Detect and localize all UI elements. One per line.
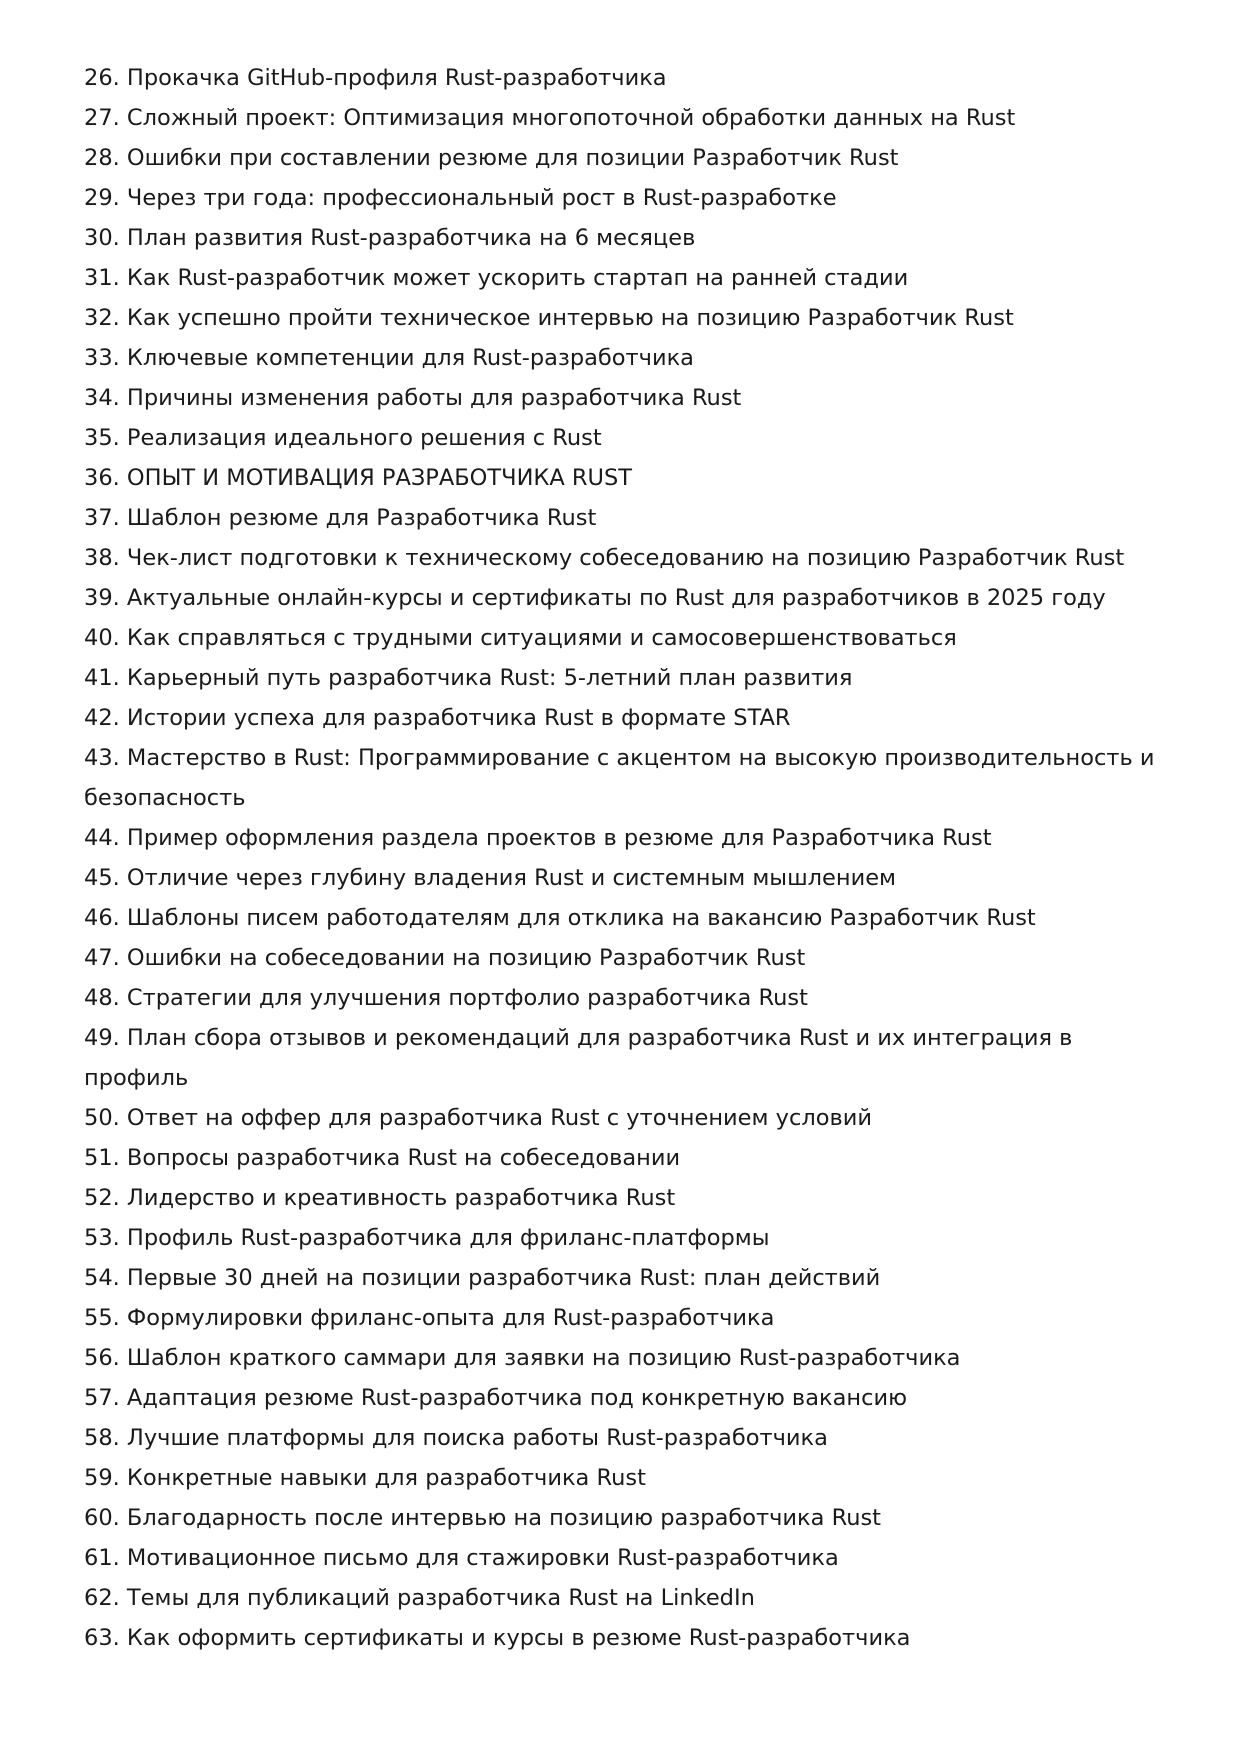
list-item: 59. Конкретные навыки для разработчика Rust <box>84 1465 646 1491</box>
list-item: 28. Ошибки при составлении резюме для позиции Разработчик Rust <box>84 145 899 171</box>
table-of-contents <box>84 58 1164 1658</box>
list-item: 29. Через три года: профессиональный рост в Rust-разработке <box>84 185 837 211</box>
list-item: 31. Как Rust-разработчик может ускорить стартап на ранней стадии <box>84 265 909 291</box>
list-item: 45. Отличие через глубину владения Rust и системным мышлением <box>84 865 897 891</box>
list-item: 34. Причины изменения работы для разработчика Rust <box>84 385 742 411</box>
list-item: 35. Реализация идеального решения с Rust <box>84 425 602 451</box>
list-item: 63. Как оформить сертификаты и курсы в резюме Rust-разработчика <box>84 1625 911 1651</box>
list-item: 56. Шаблон краткого саммари для заявки на позицию Rust-разработчика <box>84 1345 961 1371</box>
list-item: 51. Вопросы разработчика Rust на собеседовании <box>84 1145 681 1171</box>
list-item: 44. Пример оформления раздела проектов в резюме для Разработчика Rust <box>84 825 992 851</box>
list-item: 48. Стратегии для улучшения портфолио разработчика Rust <box>84 985 808 1011</box>
list-item: 54. Первые 30 дней на позиции разработчика Rust: план действий <box>84 1265 881 1291</box>
document-page <box>84 58 1164 1658</box>
list-item: 61. Мотивационное письмо для стажировки Rust-разработчика <box>84 1545 839 1571</box>
list-item: 39. Актуальные онлайн-курсы и сертификаты по Rust для разработчиков в 2025 году <box>84 585 1106 611</box>
list-item: 49. План сбора отзывов и рекомендаций для разработчика Rust и их интеграция в профиль <box>84 1025 1073 1091</box>
list-item: 30. План развития Rust-разработчика на 6 месяцев <box>84 225 696 251</box>
list-item: 43. Мастерство в Rust: Программирование с акцентом на высокую производительность и безопасность <box>84 745 1155 811</box>
list-item: 37. Шаблон резюме для Разработчика Rust <box>84 505 597 531</box>
list-item: 36. ОПЫТ И МОТИВАЦИЯ РАЗРАБОТЧИКА RUST <box>84 465 633 491</box>
list-item: 27. Сложный проект: Оптимизация многопоточной обработки данных на Rust <box>84 105 1016 131</box>
list-item: 52. Лидерство и креативность разработчика Rust <box>84 1185 676 1211</box>
list-item: 58. Лучшие платформы для поиска работы Rust-разработчика <box>84 1425 828 1451</box>
list-item: 38. Чек-лист подготовки к техническому собеседованию на позицию Разработчик Rust <box>84 545 1125 571</box>
list-item: 40. Как справляться с трудными ситуациями и самосовершенствоваться <box>84 625 957 651</box>
list-item: 47. Ошибки на собеседовании на позицию Разработчик Rust <box>84 945 806 971</box>
list-item: 50. Ответ на оффер для разработчика Rust с уточнением условий <box>84 1105 872 1131</box>
list-item: 46. Шаблоны писем работодателям для отклика на вакансию Разработчик Rust <box>84 905 1036 931</box>
list-item: 62. Темы для публикаций разработчика Rust на LinkedIn <box>84 1585 755 1611</box>
list-item: 53. Профиль Rust-разработчика для фриланс-платформы <box>84 1225 770 1251</box>
list-item: 60. Благодарность после интервью на позицию разработчика Rust <box>84 1505 881 1531</box>
list-item: 33. Ключевые компетенции для Rust-разработчика <box>84 345 694 371</box>
list-item: 42. Истории успеха для разработчика Rust в формате STAR <box>84 705 791 731</box>
list-item: 55. Формулировки фриланс-опыта для Rust-разработчика <box>84 1305 775 1331</box>
list-item: 26. Прокачка GitHub-профиля Rust-разработчика <box>84 65 667 91</box>
list-item: 41. Карьерный путь разработчика Rust: 5-летний план развития <box>84 665 853 691</box>
list-item: 32. Как успешно пройти техническое интервью на позицию Разработчик Rust <box>84 305 1014 331</box>
list-item: 57. Адаптация резюме Rust-разработчика под конкретную вакансию <box>84 1385 908 1411</box>
